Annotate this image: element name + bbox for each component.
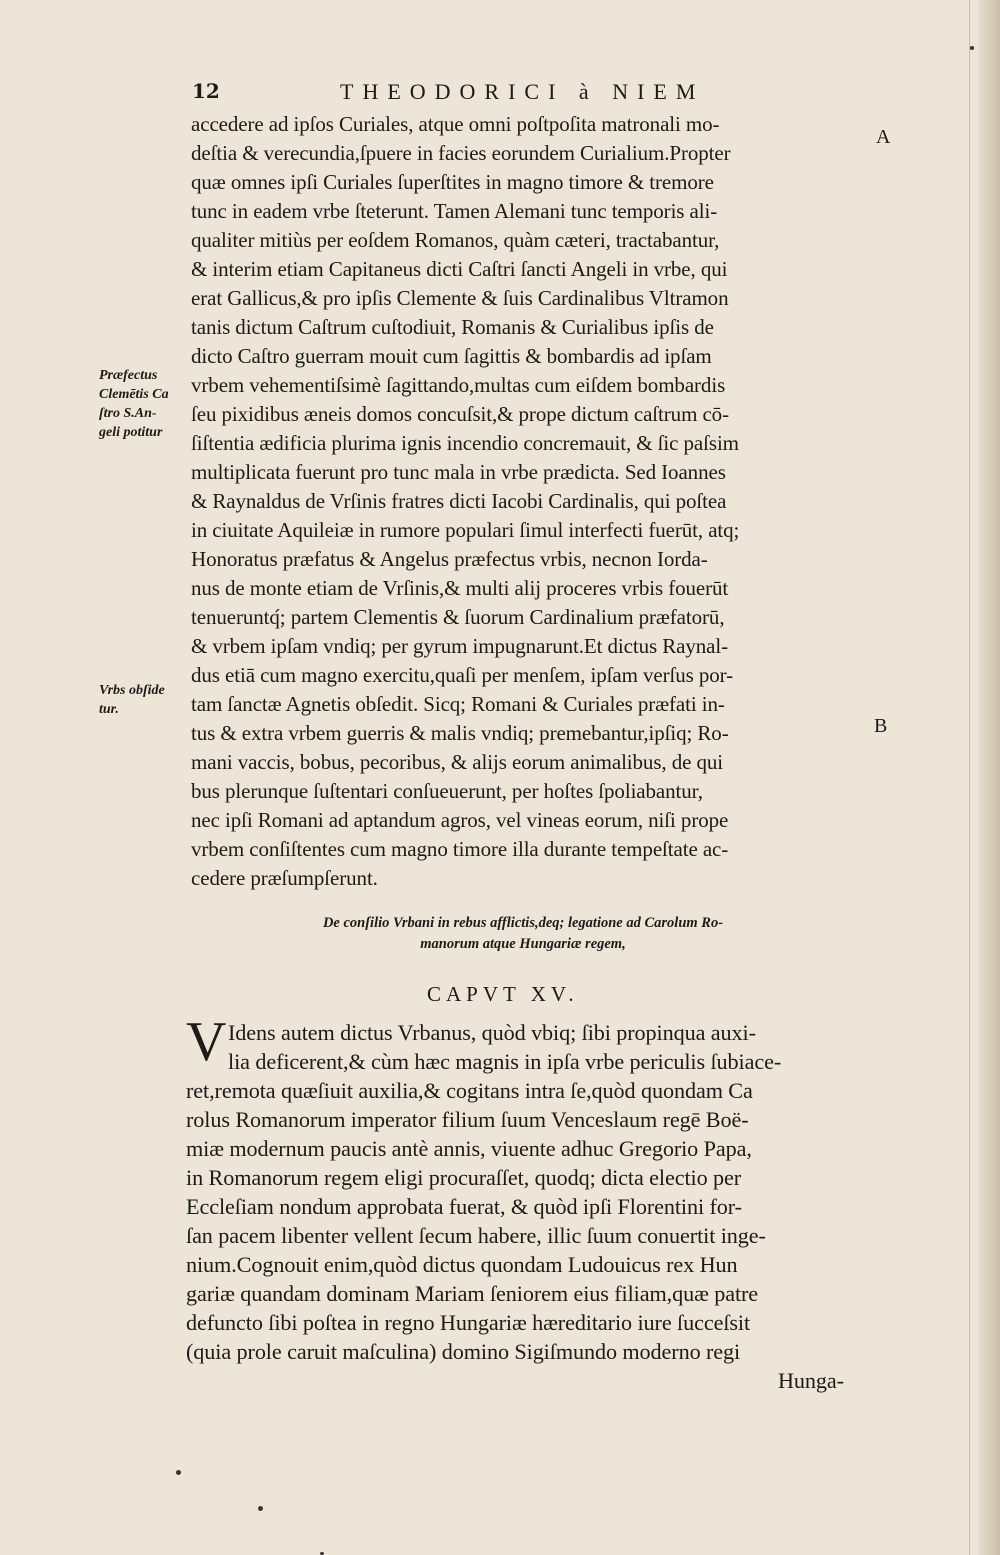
header-title: THEODORICI à NIEM	[340, 79, 705, 104]
chapter-title	[288, 913, 758, 955]
chapter-title-line: manorum atque Hungariæ regem,	[420, 936, 626, 952]
text-line: ſan pacem libenter vellent ſecum habere, illic ſuum conuertit inge-	[186, 1223, 766, 1248]
drop-cap: V	[186, 1011, 227, 1073]
text-line: Idens autem dictus Vrbanus, quòd vbiq; ſibi propinqua auxi-	[228, 1020, 756, 1045]
text-line: quæ omnes ipſi Curiales ſuperſtites in magno timore & tremore	[191, 170, 714, 194]
ink-speck	[176, 1470, 181, 1475]
text-line: gariæ quandam dominam Mariam ſeniorem eius filiam,quæ patre	[186, 1281, 759, 1306]
text-line: tenueruntq́; partem Clementis & ſuorum Cardinalium præfatorū,	[191, 605, 725, 629]
text-line: ſiſtentia ædificia plurima ignis incendio concremauit, & ſic paſsim	[191, 431, 739, 455]
text-line: nus de monte etiam de Vrſinis,& multi alij proceres vrbis fouerūt	[191, 576, 729, 600]
text-line: Eccleſiam nondum approbata fuerat, & quòd ipſi Florentini for-	[186, 1194, 742, 1219]
text-line: ret,remota quæſiuit auxilia,& cogitans intra ſe,quòd quondam Ca	[186, 1078, 753, 1103]
text-line: ſeu pixidibus æneis domos concuſsit,& prope dictum caſtrum cō-	[191, 402, 729, 426]
text-line: cedere præſumpſerunt.	[191, 866, 378, 890]
running-head	[192, 79, 772, 109]
margin-letter-b: B	[874, 715, 888, 737]
text-line: in Romanorum regem eligi procuraſſet, quodq; dicta electio per	[186, 1165, 742, 1190]
text-line: & interim etiam Capitaneus dicti Caſtri ſancti Angeli in vrbe, qui	[191, 257, 728, 281]
side-note-line: Clemētis Ca	[99, 387, 169, 402]
text-line: rolus Romanorum imperator filium ſuum Venceslaum regē Boë-	[186, 1107, 749, 1132]
side-note-line: ſtro S.An-	[99, 406, 157, 421]
text-line: & Raynaldus de Vrſinis fratres dicti Iacobi Cardinalis, qui poſtea	[191, 489, 727, 513]
text-line: tunc in eadem vrbe ſteterunt. Tamen Alemani tunc temporis ali-	[191, 199, 718, 223]
side-note-line: Præfectus	[99, 368, 158, 383]
chapter-title-line: De conſilio Vrbani in rebus afflictis,deq; legatione ad Carolum Ro-	[322, 915, 724, 931]
text-line: vrbem conſiſtentes cum magno timore illa durante tempeſtate ac-	[191, 837, 729, 861]
text-line: lia deficerent,& cùm hæc magnis in ipſa vrbe periculis ſubiace-	[228, 1049, 782, 1074]
text-line: tam ſanctæ Agnetis obſedit. Sicq; Romani & Curiales præfati in-	[191, 692, 725, 716]
margin-letter-a: A	[876, 126, 891, 148]
side-note-line: Vrbs obſide	[99, 683, 165, 698]
text-line: tanis dictum Caſtrum cuſtodiuit, Romanis & Curialibus ipſis de	[191, 315, 714, 339]
text-line: & vrbem ipſam vndiq; per gyrum impugnarunt.Et dictus Raynal-	[191, 634, 728, 658]
text-line: in ciuitate Aquileiæ in rumore populari ſimul interfecti fuerūt, atq;	[191, 518, 740, 542]
text-line: (quia prole caruit maſculina) domino Sigiſmundo moderno regi	[186, 1339, 741, 1364]
text-line: dus etiā cum magno exercitu,quaſi per menſem, ipſam verſus por-	[191, 663, 734, 687]
page-number: 12	[192, 79, 220, 103]
ink-speck	[970, 46, 974, 50]
side-note-line: tur.	[99, 702, 119, 717]
text-line: nec ipſi Romani ad aptandum agros, vel vineas eorum, niſi prope	[191, 808, 729, 832]
page-edge	[978, 0, 1000, 1555]
text-line: bus plerunque ſuſtentari conſueuerunt, per hoſtes ſpoliabantur,	[191, 779, 703, 803]
catchword: Hunga-	[778, 1368, 844, 1393]
text-line: deſtia & verecundia,ſpuere in facies eorundem Curialium.Propter	[191, 141, 731, 165]
page-fold-line	[969, 0, 970, 1555]
text-line: multiplicata fuerunt pro tunc mala in vrbe prædicta. Sed Ioannes	[191, 460, 726, 484]
text-line: Honoratus præfatus & Angelus præfectus vrbis, necnon Iorda-	[191, 547, 708, 571]
text-line: miæ modernum paucis antè annis, viuente adhuc Gregorio Papa,	[186, 1136, 752, 1161]
text-line: accedere ad ipſos Curiales, atque omni poſtpoſita matronali mo-	[191, 112, 720, 136]
text-line: vrbem vehementiſsimè ſagittando,multas cum eiſdem bombardis	[191, 373, 726, 397]
text-line: dicto Caſtro guerram mouit cum ſagittis & bombardis ad ipſam	[191, 344, 712, 368]
text-line: defuncto ſibi poſtea in regno Hungariæ hæreditario iure ſucceſsit	[186, 1310, 751, 1335]
ink-speck	[258, 1506, 263, 1511]
text-line: erat Gallicus,& pro ipſis Clemente & ſuis Cardinalibus Vltramon	[191, 286, 729, 310]
text-line: qualiter mitiùs per eoſdem Romanos, quàm cæteri, tractabantur,	[191, 228, 720, 252]
side-note-praefectus	[99, 366, 189, 442]
side-note-line: geli potitur	[99, 425, 163, 440]
text-line: tus & extra vrbem guerris & malis vndiq; premebantur,ipſiq; Ro-	[191, 721, 729, 745]
text-line: nium.Cognouit enim,quòd dictus quondam Ludouicus rex Hun	[186, 1252, 738, 1277]
side-note-vrbs	[99, 681, 189, 719]
chapter-heading: CAPVT XV.	[427, 982, 579, 1006]
text-line: mani vaccis, bobus, pecoribus, & alijs eorum animalibus, de qui	[191, 750, 724, 774]
